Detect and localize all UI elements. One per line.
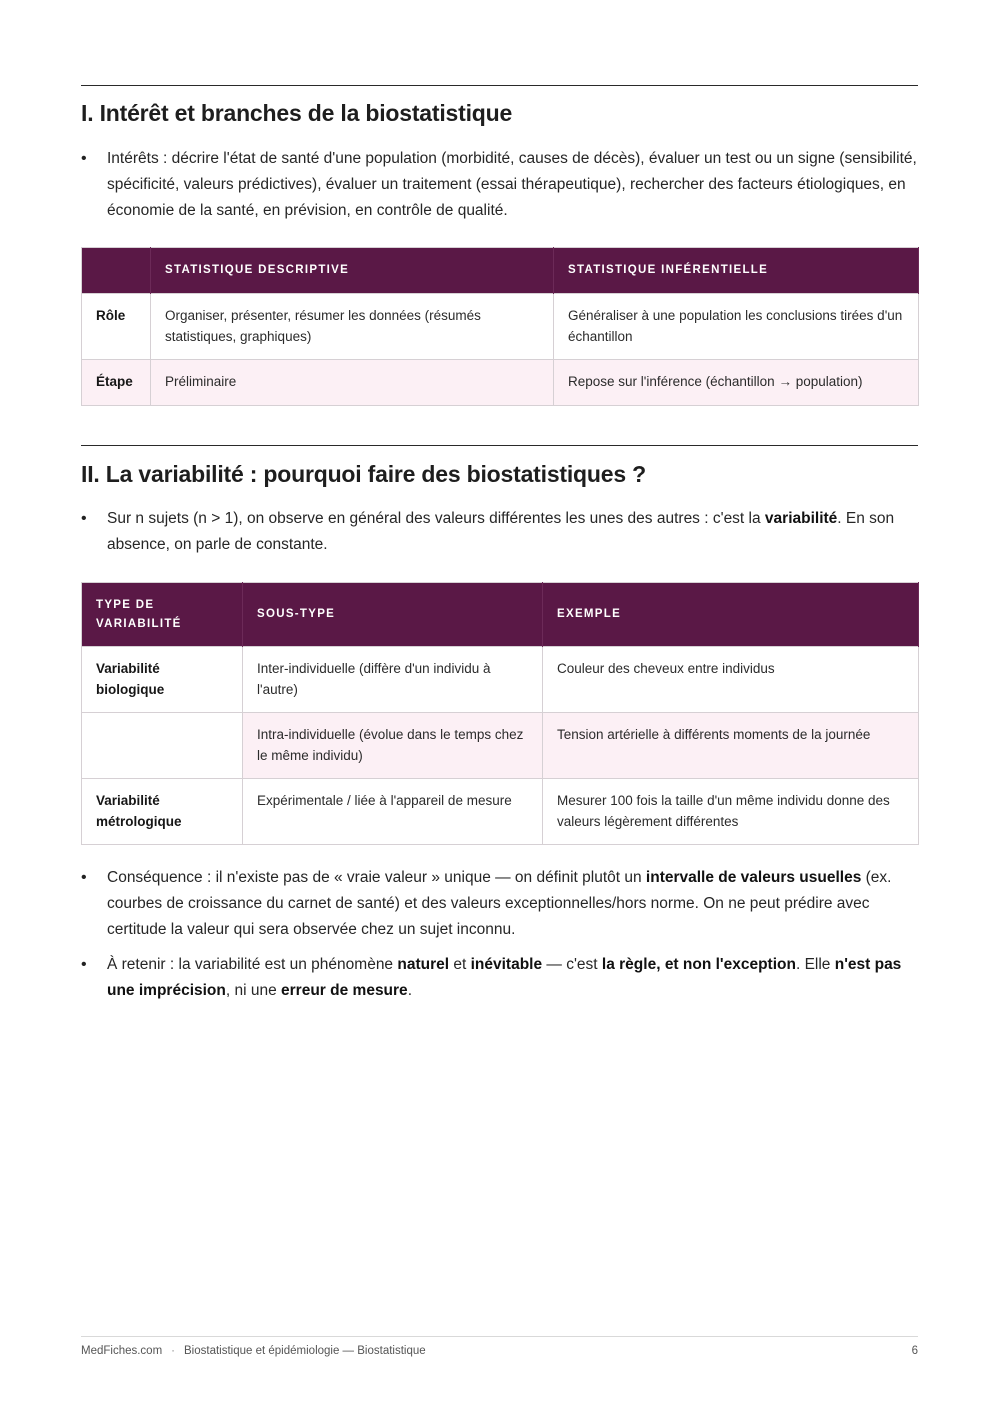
table-cell: Mesurer 100 fois la taille d'un même individu donne des valeurs légèrement différentes [543,779,919,845]
bold-term: n'est pas une imprécision [107,956,902,999]
footer-divider [81,1336,918,1337]
table-cell: Tension artérielle à différents moments de la journée [543,713,919,779]
table-header-example: EXEMPLE [543,583,919,647]
footer-left [81,1345,426,1357]
table-row [82,713,919,779]
table-header-empty [82,248,151,294]
footer-course: Biostatistique et épidémiologie — Biostatistique [184,1345,426,1357]
row-label: Variabilité biologique [82,647,243,713]
table-row [82,779,919,845]
bullet-text: — c'est [542,956,602,973]
bullet-interets: • Intérêts : décrire l'état de santé d'une population (morbidité, causes de décès), évaluer un test ou un signe (sensibilité, spécificité, valeurs prédictives), évaluer un traitement (essai thérapeutique), rechercher des facteurs étiologiques, en économie de la santé, en prévision, en contrôle de qualité. [81,146,918,224]
bullet-text: et [449,956,471,973]
table-cell: Inter-individuelle (diffère d'un individu à l'autre) [243,647,543,713]
bullet-text: Conséquence : il n'existe pas de « vraie valeur » unique — on définit plutôt un [107,869,646,886]
bold-term: inévitable [470,956,543,973]
bullet-text: . [407,982,412,999]
row-label: Variabilité métrologique [82,779,243,845]
table-row [82,360,919,406]
section-divider [81,85,918,86]
table-header-subtype: SOUS-TYPE [243,583,543,647]
table-cell: Généraliser à une population les conclusions tirées d'un échantillon [554,294,919,360]
bold-term: erreur de mesure [281,982,408,999]
page-number: 6 [911,1345,918,1357]
section-divider [81,445,918,446]
bold-term: variabilité [764,510,838,527]
bold-term: intervalle de valeurs usuelles [645,869,862,886]
bullet-text: . Elle [795,956,835,973]
table-cell: Organiser, présenter, résumer les données (résumés statistiques, graphiques) [151,294,554,360]
table-header-type: TYPE DE VARIABILITÉ [82,583,243,647]
table-row [82,647,919,713]
table-cell: Repose sur l'inférence (échantillon → population) [554,360,919,406]
row-label: Étape [82,360,151,406]
row-label: Rôle [82,294,151,360]
section-2-title: II. La variabilité : pourquoi faire des biostatistiques ? [81,461,646,487]
bullet-text: Sur n sujets (n > 1), on observe en général des valeurs différentes les unes des autres : c'est la [107,510,765,527]
section-1-title: I. Intérêt et branches de la biostatistique [81,100,513,126]
table-cell: Préliminaire [151,360,554,406]
footer-site: MedFiches.com [81,1345,163,1357]
section-1-bullets [81,146,918,224]
bullet-variabilite [81,506,918,558]
footer-separator: · [171,1345,176,1357]
table-cell: Expérimentale / liée à l'appareil de mesure [243,779,543,845]
section-2-bullets-intro [81,506,918,558]
bullet-text: , ni une [225,982,282,999]
bullet-text: . En son absence, on parle de constante. [107,510,895,553]
section-2-bullets-conclusion [81,865,918,1004]
table-row [82,294,919,360]
table-header-descriptive: STATISTIQUE DESCRIPTIVE [151,248,554,294]
page-footer [81,1345,918,1357]
table-cell: Couleur des cheveux entre individus [543,647,919,713]
variability-table [81,582,919,845]
bullet-consequence [81,865,918,943]
bullet-a-retenir [81,952,918,1004]
bold-term: la règle, et non l'exception [601,956,796,973]
bullet-text: À retenir : la variabilité est un phénomène [107,956,398,973]
row-label [82,713,243,779]
table-header-inferential: STATISTIQUE INFÉRENTIELLE [554,248,919,294]
table-cell: Intra-individuelle (évolue dans le temps chez le même individu) [243,713,543,779]
bullet-text: (ex. courbes de croissance du carnet de santé) et des valeurs exceptionnelles/hors norme. On ne peut prédire avec certitude la valeur qui sera observée chez un sujet inconnu. [107,869,892,938]
bold-term: naturel [397,956,450,973]
stats-branches-table [81,247,919,406]
